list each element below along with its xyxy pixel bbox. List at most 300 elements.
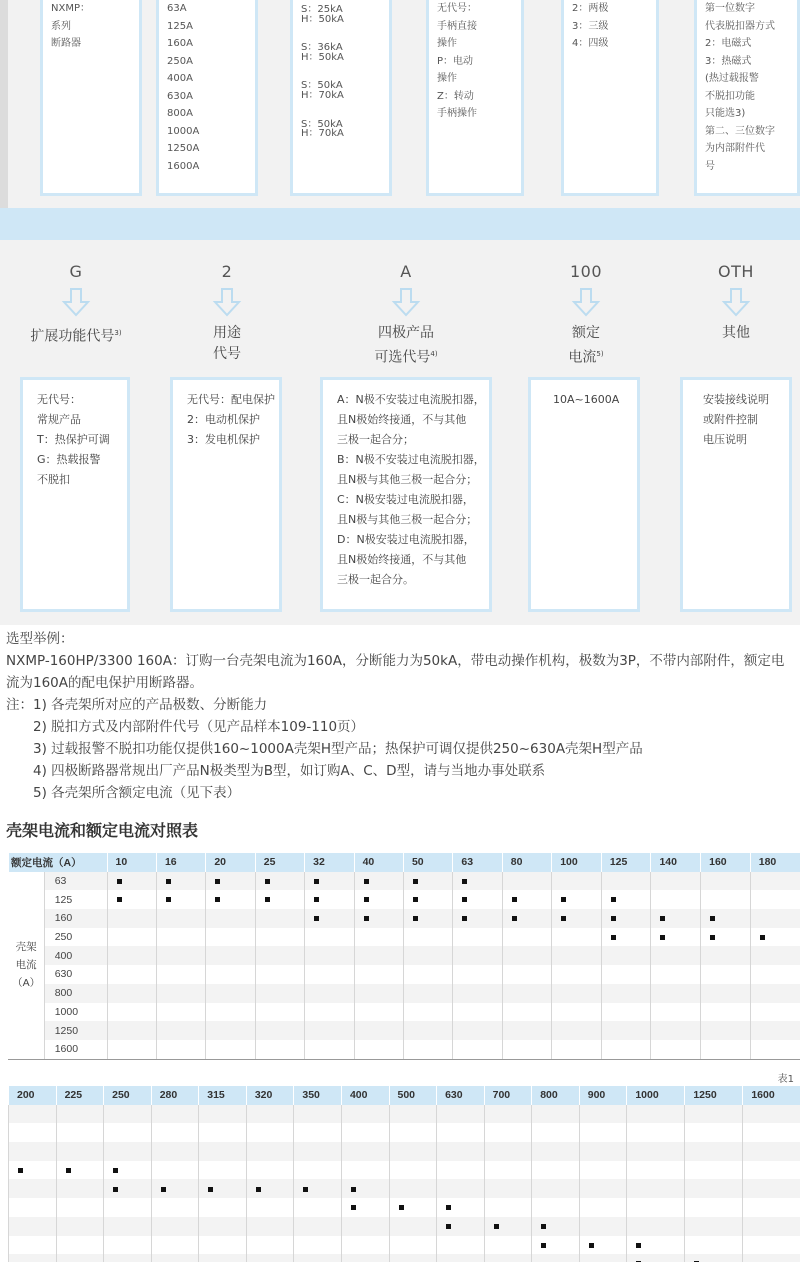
table-cell [403, 872, 452, 891]
table-cell [305, 965, 354, 984]
table-cell [246, 1254, 294, 1262]
box-line: 系列 [51, 20, 71, 32]
table-cell [294, 1254, 342, 1262]
table-cell [685, 1217, 743, 1236]
column-header: 250 [104, 1086, 152, 1105]
column-header: 280 [151, 1086, 199, 1105]
table-cell [199, 1105, 247, 1124]
table-cell [305, 1021, 354, 1040]
section-divider-band [0, 208, 800, 240]
row-label: 125 [44, 890, 107, 909]
table-cell [453, 909, 502, 928]
table-cell [403, 965, 452, 984]
table-cell [305, 890, 354, 909]
column-header: 180 [750, 853, 800, 872]
table-cell [305, 909, 354, 928]
table-cell [685, 1123, 743, 1142]
table-cell [246, 1217, 294, 1236]
table-cell [627, 1142, 685, 1161]
table-title: 壳架电流和额定电流对照表 [6, 821, 199, 840]
table-row [9, 1142, 800, 1161]
table-cell [255, 872, 304, 891]
box-line: 电压说明 [703, 433, 747, 446]
table-cell [246, 1179, 294, 1198]
table-cell [502, 928, 551, 947]
series-box [40, 0, 142, 196]
table-row [9, 965, 800, 984]
table-cell [453, 965, 502, 984]
mark-square-icon [512, 897, 517, 902]
code-col-four-pole [336, 262, 476, 369]
mark-square-icon [446, 1205, 451, 1210]
table-cell [701, 909, 751, 928]
row-label: 630 [44, 965, 107, 984]
table-cell [502, 890, 551, 909]
table-row [9, 890, 800, 909]
table-cell [403, 1003, 452, 1022]
box-line: 且N极与其他三极一起合分； [337, 473, 478, 486]
capacity-group [301, 81, 389, 100]
table-cell [104, 1161, 152, 1180]
table-cell [107, 928, 156, 947]
box-line: 断路器 [51, 38, 81, 49]
table-cell [341, 1105, 389, 1124]
breaking-capacity-box [290, 0, 392, 196]
table-cell [305, 1040, 354, 1059]
table-cell [532, 1198, 580, 1217]
table-cell [701, 1003, 751, 1022]
table-cell [255, 946, 304, 965]
box-line: 3：热磁式 [705, 55, 752, 67]
table-cell [627, 1105, 685, 1124]
column-header: 160 [701, 853, 751, 872]
table-row [9, 1179, 800, 1198]
table-cell [199, 1123, 247, 1142]
box-line: 63A [167, 3, 187, 14]
table-cell [104, 1179, 152, 1198]
box-line: 操作 [437, 38, 457, 49]
table-cell [107, 965, 156, 984]
table-cell [107, 872, 156, 891]
table-cell [532, 1179, 580, 1198]
table-cell [651, 1040, 701, 1059]
table-cell [601, 872, 651, 891]
operation-box [426, 0, 524, 196]
example-line-2: 流为160A的配电保护用断路器。 [6, 675, 204, 691]
box-line: 号 [705, 160, 715, 172]
table-cell [151, 1142, 199, 1161]
table-cell [403, 1040, 452, 1059]
capacity-group [301, 5, 389, 24]
table-cell [206, 1021, 255, 1040]
table-cell [206, 890, 255, 909]
table-cell [651, 928, 701, 947]
box-line: 2：电磁式 [705, 38, 752, 49]
table-cell [685, 1236, 743, 1255]
box-line: 三极一起合分。 [337, 573, 414, 586]
table-cell [151, 1123, 199, 1142]
table-cell [104, 1198, 152, 1217]
mark-square-icon [413, 916, 418, 921]
mark-square-icon [611, 916, 616, 921]
mark-square-icon [561, 897, 566, 902]
table-cell [294, 1179, 342, 1198]
code-label [540, 323, 632, 344]
table-cell [294, 1217, 342, 1236]
table-cell [743, 1142, 800, 1161]
box-line: 10A~1600A [553, 393, 620, 406]
table-cell [484, 1179, 532, 1198]
box-line: H：50kA [301, 13, 344, 25]
table-cell [453, 1003, 502, 1022]
table-cell [437, 1123, 485, 1142]
column-header: 400 [341, 1086, 389, 1105]
table-cell [354, 946, 403, 965]
mark-square-icon [314, 916, 319, 921]
table-cell [484, 1254, 532, 1262]
table-cell [354, 1040, 403, 1059]
table-cell [403, 909, 452, 928]
mark-square-icon [117, 879, 122, 884]
table-cell [743, 1217, 800, 1236]
mark-square-icon [364, 916, 369, 921]
box-line: 只能选3) [705, 108, 746, 119]
table-cell [9, 1254, 57, 1262]
table-cell [552, 928, 602, 947]
column-header: 315 [199, 1086, 247, 1105]
table-cell [389, 1161, 437, 1180]
row-label: 250 [44, 928, 107, 947]
table-cell [56, 1254, 104, 1262]
code-label-text-2: 电流 [568, 349, 597, 366]
table-cell [532, 1142, 580, 1161]
box-line: 125A [167, 20, 193, 32]
table-cell [453, 1021, 502, 1040]
table-cell [743, 1236, 800, 1255]
box-line: Z：转动 [437, 90, 474, 102]
table-cell [151, 1161, 199, 1180]
table-cell [437, 1105, 485, 1124]
box-line: G：热载报警 [37, 453, 101, 466]
frame-current-side-label [9, 872, 45, 1059]
code-letter: OTH [718, 262, 754, 281]
mark-square-icon [18, 1168, 23, 1173]
table-cell [750, 965, 800, 984]
table-cell [532, 1217, 580, 1236]
box-line: 3：发电机保护 [187, 433, 260, 446]
mark-square-icon [364, 879, 369, 884]
current-table-2 [8, 1086, 800, 1262]
table-cell [484, 1142, 532, 1161]
code-label-text: 扩展功能代号 [30, 328, 115, 345]
table-cell [437, 1217, 485, 1236]
code-label [336, 323, 476, 344]
table-cell [552, 1003, 602, 1022]
four-pole-code-box [320, 377, 492, 612]
table-cell [156, 965, 205, 984]
table-cell [107, 1003, 156, 1022]
footnote-ref: 4) [430, 350, 438, 358]
table-cell [206, 1003, 255, 1022]
table-cell [255, 984, 304, 1003]
table-cell [743, 1105, 800, 1124]
mark-square-icon [166, 879, 171, 884]
code-label-text: 其他 [722, 325, 750, 341]
table-cell [341, 1161, 389, 1180]
mark-square-icon [314, 897, 319, 902]
table-cell [685, 1179, 743, 1198]
table-cell [206, 946, 255, 965]
table-cell [701, 946, 751, 965]
table-row [9, 1236, 800, 1255]
table-cell [453, 946, 502, 965]
table-cell [743, 1254, 800, 1262]
table-cell [552, 946, 602, 965]
table-2-header [9, 1086, 800, 1105]
box-line: 2：两极 [572, 3, 609, 14]
mark-square-icon [710, 935, 715, 940]
table-cell [601, 909, 651, 928]
table-row [9, 1217, 800, 1236]
mark-square-icon [66, 1168, 71, 1173]
box-line: P：电动 [437, 55, 474, 67]
box-line: A：N极不安装过电流脱扣器， [337, 393, 485, 406]
box-line: B：N极不安装过电流脱扣器， [337, 453, 485, 466]
table-cell [206, 872, 255, 891]
box-line: 不脱扣 [37, 473, 70, 486]
code-label-text-2: 可选代号 [374, 349, 431, 366]
table-cell [579, 1254, 627, 1262]
table-cell [627, 1217, 685, 1236]
capacity-group [301, 43, 389, 62]
table-cell [389, 1142, 437, 1161]
column-header: 10 [107, 853, 156, 872]
table-cell [294, 1236, 342, 1255]
column-header: 200 [9, 1086, 57, 1105]
table-cell [502, 1003, 551, 1022]
mark-square-icon [462, 897, 467, 902]
header-rated-current: 额定电流（A） [9, 853, 108, 872]
box-line: 代表脱扣器方式 [705, 20, 775, 32]
table-cell [701, 872, 751, 891]
mark-square-icon [413, 879, 418, 884]
column-header: 630 [437, 1086, 485, 1105]
box-line: 1000A [167, 125, 200, 137]
column-header: 100 [552, 853, 602, 872]
table-cell [601, 890, 651, 909]
box-line: 1250A [167, 143, 200, 154]
row-label: 1600 [44, 1040, 107, 1059]
box-line: T：热保护可调 [37, 433, 110, 446]
table-cell [389, 1236, 437, 1255]
table-cell [701, 965, 751, 984]
table-cell [104, 1254, 152, 1262]
mark-square-icon [351, 1205, 356, 1210]
table-cell [403, 1021, 452, 1040]
rated-current-box [528, 377, 640, 612]
table-cell [56, 1217, 104, 1236]
mark-square-icon [541, 1224, 546, 1229]
table-cell [579, 1236, 627, 1255]
table-cell [104, 1123, 152, 1142]
mark-square-icon [446, 1224, 451, 1229]
table-cell [484, 1217, 532, 1236]
table-cell [552, 909, 602, 928]
table-cell [199, 1236, 247, 1255]
table-cell [354, 872, 403, 891]
mark-square-icon [208, 1187, 213, 1192]
table-cell [403, 890, 452, 909]
box-line: D：N极安装过电流脱扣器， [337, 533, 475, 546]
table-cell [255, 1040, 304, 1059]
table-cell [206, 984, 255, 1003]
box-line: 无代号：配电保护 [187, 393, 275, 406]
table-cell [651, 1003, 701, 1022]
table-cell [151, 1179, 199, 1198]
column-header: 320 [246, 1086, 294, 1105]
table-cell [750, 984, 800, 1003]
box-line: 1600A [167, 160, 200, 172]
code-col-usage [178, 262, 276, 365]
table-cell [255, 928, 304, 947]
table-cell [701, 890, 751, 909]
table-cell [206, 928, 255, 947]
table-cell [389, 1254, 437, 1262]
note-5: 5) 各壳架所含额定电流（见下表） [33, 785, 241, 801]
footnote-ref: 3) [114, 329, 122, 337]
mark-square-icon [494, 1224, 499, 1229]
table-row [9, 1021, 800, 1040]
table-cell [403, 984, 452, 1003]
code-label-text: 用途 [213, 325, 241, 341]
table-cell [56, 1198, 104, 1217]
current-table-1 [8, 853, 800, 1059]
code-label-2 [336, 344, 476, 369]
table-cell [651, 909, 701, 928]
mark-square-icon [611, 897, 616, 902]
table-cell [246, 1198, 294, 1217]
table-cell [255, 1021, 304, 1040]
table-cell [651, 872, 701, 891]
table-cell [701, 1040, 751, 1059]
note-3: 3) 过载报警不脱扣功能仅提供160~1000A壳架H型产品；热保护可调仅提供250~630A壳架H型产品 [33, 741, 643, 757]
table-cell [579, 1142, 627, 1161]
table-cell [437, 1198, 485, 1217]
table-cell [156, 890, 205, 909]
table-cell [685, 1142, 743, 1161]
column-header: 140 [651, 853, 701, 872]
box-line: 无代号： [37, 393, 81, 406]
table-cell [532, 1123, 580, 1142]
mark-square-icon [710, 916, 715, 921]
column-header: 1600 [743, 1086, 800, 1105]
box-line: H：70kA [301, 128, 344, 140]
column-header: 80 [502, 853, 551, 872]
table-cell [305, 1003, 354, 1022]
column-header: 63 [453, 853, 502, 872]
row-label: 1000 [44, 1003, 107, 1022]
box-line: 630A [167, 90, 193, 102]
table-cell [627, 1236, 685, 1255]
box-line: H：50kA [301, 51, 344, 63]
side-label-line: （A） [12, 977, 41, 990]
mark-square-icon [462, 916, 467, 921]
table-cell [750, 1040, 800, 1059]
box-line: 或附件控制 [703, 413, 758, 426]
table-cell [601, 984, 651, 1003]
mark-square-icon [166, 897, 171, 902]
table-cell [56, 1161, 104, 1180]
table-cell [156, 1040, 205, 1059]
table-cell [601, 946, 651, 965]
table-cell [255, 1003, 304, 1022]
box-line: 第一位数字 [705, 3, 755, 14]
table-cell [56, 1236, 104, 1255]
table-cell [156, 984, 205, 1003]
table-cell [437, 1254, 485, 1262]
table-cell [156, 928, 205, 947]
table-cell [750, 1003, 800, 1022]
table-cell [341, 1254, 389, 1262]
table-cell [156, 872, 205, 891]
table-cell [502, 909, 551, 928]
table-row [9, 872, 800, 891]
box-line: 常规产品 [37, 413, 81, 426]
table-cell [685, 1198, 743, 1217]
table-cell [246, 1161, 294, 1180]
box-line: 为内部附件代 [705, 143, 765, 154]
box-line: 400A [167, 73, 193, 84]
table-cell [437, 1179, 485, 1198]
table-cell [627, 1161, 685, 1180]
table-cell [601, 1003, 651, 1022]
table-cell [156, 909, 205, 928]
table-cell [685, 1161, 743, 1180]
table-cell [255, 909, 304, 928]
table-cell [354, 890, 403, 909]
column-header: 800 [532, 1086, 580, 1105]
table-cell [502, 965, 551, 984]
table-cell [107, 1040, 156, 1059]
table-cell [453, 1040, 502, 1059]
table-cell [437, 1236, 485, 1255]
box-line: 且N极始终接通，不与其他 [337, 413, 467, 426]
note-1: 注：1) 各壳架所对应的产品极数、分断能力 [6, 697, 268, 713]
footnote-ref: 5) [596, 350, 604, 358]
table-cell [750, 928, 800, 947]
mark-square-icon [413, 897, 418, 902]
table-cell [389, 1123, 437, 1142]
mark-square-icon [215, 879, 220, 884]
table-cell [104, 1105, 152, 1124]
table-cell [341, 1123, 389, 1142]
table-cell [601, 1021, 651, 1040]
table-row [9, 946, 800, 965]
table-cell [750, 909, 800, 928]
code-col-rated-current [540, 262, 632, 369]
table-cell [107, 890, 156, 909]
table-cell [651, 946, 701, 965]
table-cell [354, 928, 403, 947]
table-cell [651, 1021, 701, 1040]
table-cell [9, 1105, 57, 1124]
mark-square-icon [117, 897, 122, 902]
table-cell [389, 1198, 437, 1217]
box-line: C：N极安装过电流脱扣器， [337, 493, 474, 506]
code-letter: G [69, 262, 83, 281]
table-cell [305, 984, 354, 1003]
table-cell [9, 1161, 57, 1180]
